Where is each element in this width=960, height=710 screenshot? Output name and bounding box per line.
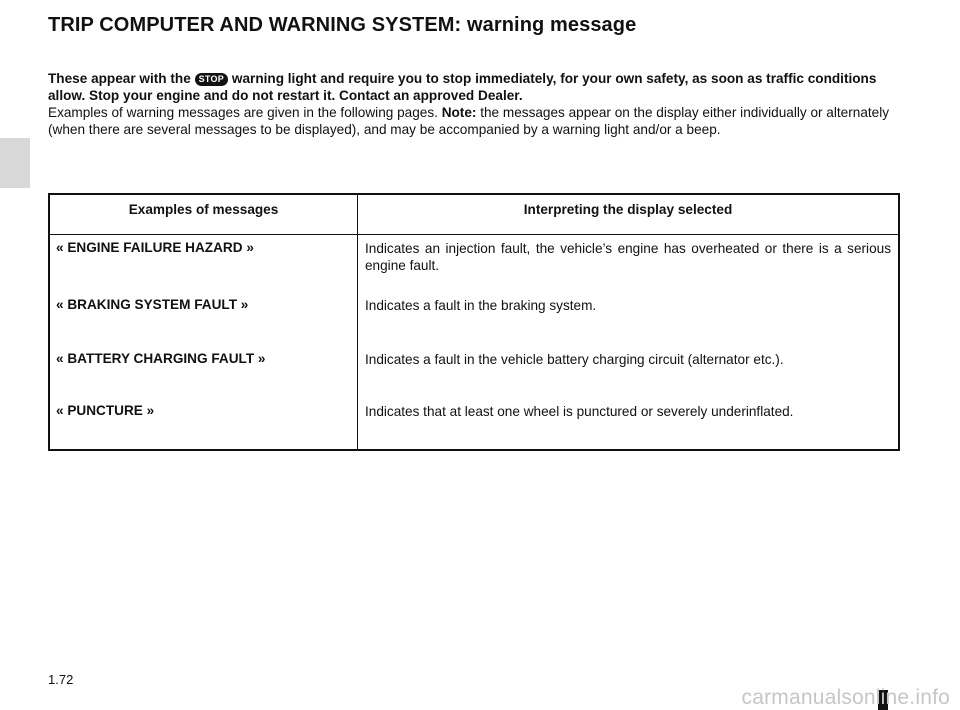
section-tab-marker <box>0 138 30 188</box>
header-examples: Examples of messages <box>128 202 279 217</box>
warning-messages-table <box>48 193 900 451</box>
message-cell: « ENGINE FAILURE HAZARD » <box>56 240 254 255</box>
note-label: Note: <box>441 105 477 120</box>
message-cell: « BATTERY CHARGING FAULT » <box>56 351 266 366</box>
table-header <box>50 195 898 235</box>
note-text: the messages appear on the display either individually or alternately (when there are several messages to be displayed), and may be accompanied by a warning light and/or a beep. <box>48 105 890 137</box>
meaning-cell: Indicates a fault in the braking system. <box>365 298 597 313</box>
message-cell: « PUNCTURE » <box>56 403 155 418</box>
meaning-cell: Indicates an injection fault, the vehicle’s engine has overheated or there is a serious engine fault. <box>365 241 891 273</box>
warning-text <box>48 71 876 103</box>
message-cell: « BRAKING SYSTEM FAULT » <box>56 297 249 312</box>
column-divider <box>357 195 358 449</box>
warning-text-before: These appear with the <box>48 71 191 86</box>
page-title: TRIP COMPUTER AND WARNING SYSTEM: warning message <box>48 14 637 36</box>
examples-text: Examples of warning messages are given in the following pages. <box>48 105 438 120</box>
meaning-cell: Indicates a fault in the vehicle battery charging circuit (alternator etc.). <box>365 352 784 367</box>
page-number: 1.72 <box>48 672 74 687</box>
warning-text-after: warning light and require you to stop immediately, for your own safety, as soon as traffic conditions allow. Stop your engine and do not restart it. Contact an approved Dealer. <box>48 71 877 103</box>
watermark: carmanualsonline.info <box>741 686 950 709</box>
meaning-cell: Indicates that at least one wheel is punctured or severely underinflated. <box>365 404 794 419</box>
stop-warning-icon: STOP <box>195 73 229 86</box>
intro-paragraph <box>48 70 900 138</box>
header-interpretation: Interpreting the display selected <box>523 202 733 217</box>
